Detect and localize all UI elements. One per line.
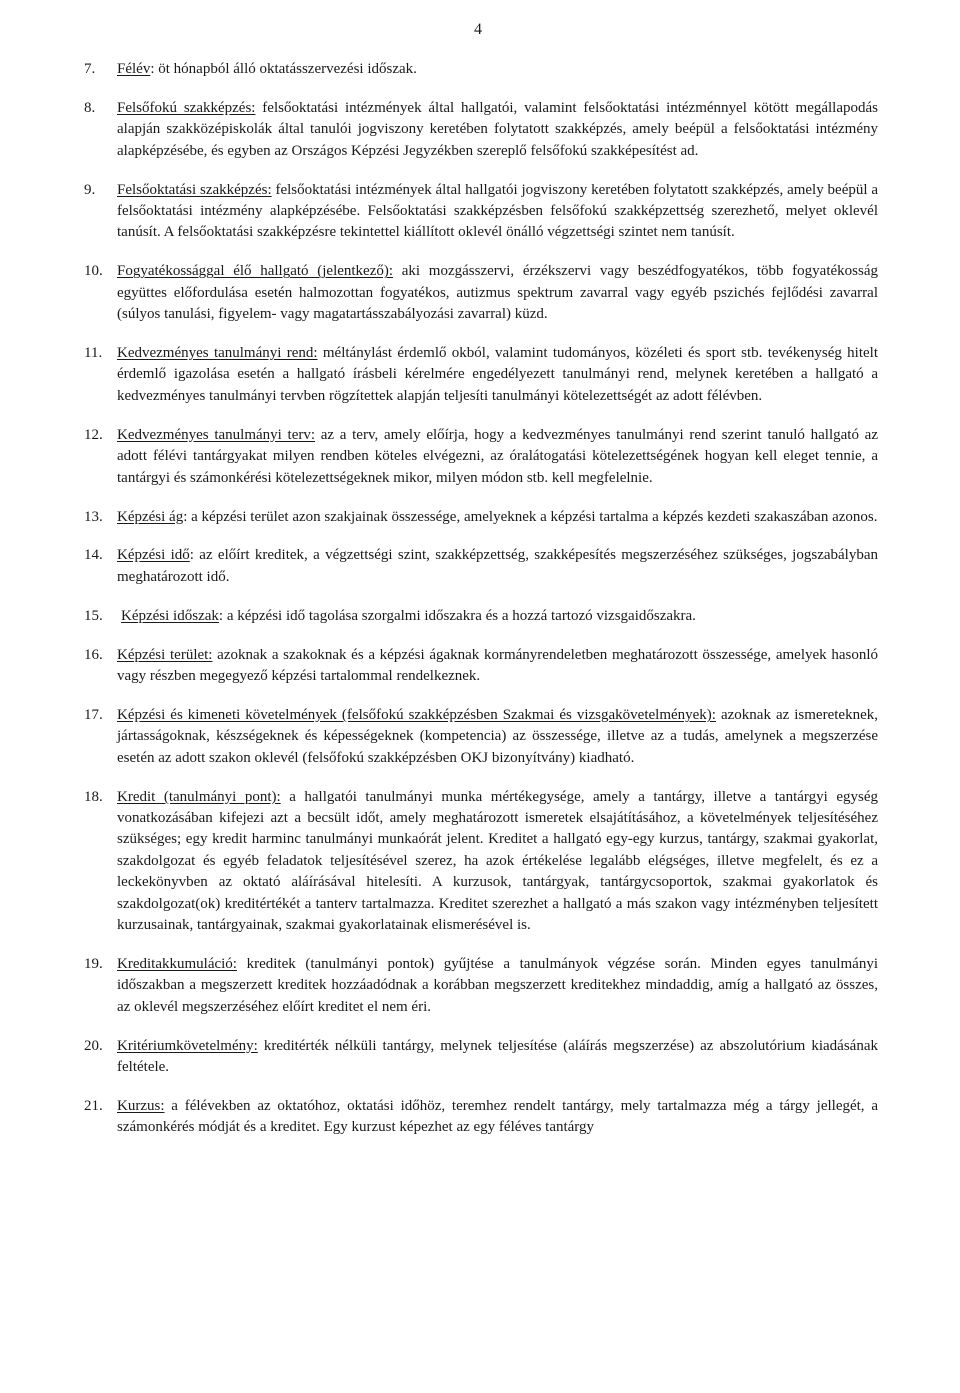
definition-item: [84, 1096, 878, 1139]
definition-number: 21.: [84, 1098, 103, 1115]
definition-item: [84, 954, 878, 1018]
definition-item: [84, 705, 878, 769]
definition-number: 20.: [84, 1037, 103, 1054]
definition-text: kreditek (tanulmányi pontok) gyűjtése a tanulmányok végzése során. Minden egyes tanulmányi időszakban a megszerzett kreditek hozzáadódnak a korábban megszerzett kreditekhez mindaddig, amíg a hallgató az összes, az oklevél megszerzéséhez előírt kreditet el nem éri.: [117, 956, 878, 1015]
definition-number: 7.: [84, 61, 96, 77]
definition-item: [84, 606, 878, 627]
definition-text: az a terv, amely előírja, hogy a kedvezményes tanulmányi rend szerint tanuló hallgató az adott félévi tantárgyakat milyen rendben köteles elvégezni, az óralátogatási kötelezettségének hogyan kell eleget tennie, a tantárgyi és számonkérési kötelezettségeknek mikor, milyen módon stb. kell megfelelnie.: [117, 426, 878, 486]
definition-text: öt hónapból álló oktatásszervezési időszak.: [154, 61, 417, 77]
definition-separator: :: [218, 607, 224, 624]
definition-term: Kedvezményes tanulmányi terv:: [117, 426, 316, 443]
definition-term: Képzési terület:: [117, 646, 213, 663]
definition-text: felsőoktatási intézmények által hallgatói, valamint felsőoktatási intézménnyel kötött megállapodás alapján szakközépiskolák által tanulói jogviszony keretében folytatott szakképzés, amely beépül a felsőoktatási intézmény alapképzésébe, és egyben az Országos Képzési Jegyzékben szereplő felsőfokú szakképesítést ad.: [117, 99, 878, 159]
definition-text: az előírt kreditek, a végzettségi szint, szakképzettség, szakképesítés megszerzéséhez szükséges, jogszabályban meghatározott idő.: [117, 547, 878, 585]
definition-number: 8.: [84, 99, 96, 116]
definition-item: [84, 343, 878, 407]
definition-number: 9.: [84, 181, 96, 198]
definition-text: kreditérték nélküli tantárgy, melynek teljesítése (aláírás megszerzése) az abszolutórium kiadásának feltétele.: [117, 1037, 878, 1076]
definition-text: a képzési idő tagolása szorgalmi időszakra és a hozzá tartozó vizsgaidőszakra.: [223, 607, 696, 624]
definition-term: Kurzus:: [117, 1098, 165, 1115]
definition-item: [84, 180, 878, 244]
definition-separator: :: [183, 508, 188, 525]
definition-item: [84, 98, 878, 162]
definition-term: Képzési időszak: [121, 607, 219, 624]
definition-text: a hallgatói tanulmányi munka mértékegysége, amely a tantárgy, illetve a tantárgyi egység vonatkozásában kifejezi azt a becsült időt, amely meghatározott ismeretek elsajátításához, a követelmények teljesítéséhez szükséges; egy kredit harminc tanulmányi munkaórát jelent. Kreditet a hallgató egy-egy kurzus, tantárgy, szakmai gyakorlat, szakdolgozat és egyéb feladatok teljesítésével szerez, ha azok értékelése legalább elégséges, illetve megfelelt, és ez a leckekönyvben az oktató aláírásával hitelesíti. A kurzusok, tantárgyak, tantárgycsoportok, szakmai gyakorlatok és szakdolgozat(ok) kreditértékét a tanterv tartalmazza. Kreditet szerezhet a hallgató a más szakon vagy intézményben teljesített kurzusainak, tantárgyainak, szakmai gyakorlatainak elismerésével is.: [117, 788, 878, 934]
definition-term: Képzési ág: [117, 508, 184, 525]
definition-text: azoknak a szakoknak és a képzési ágaknak kormányrendeletben meghatározott összessége, amelyek hasonló vagy részben megegyező képzési tartalommal rendelkeznek.: [117, 646, 879, 685]
definition-number: 11.: [84, 345, 103, 362]
definition-list: [84, 59, 878, 1156]
definition-item: [84, 261, 878, 325]
definition-item: [84, 1036, 878, 1079]
definition-item: [84, 507, 878, 528]
definition-term: Félév: [117, 61, 151, 77]
definition-text: azoknak az ismereteknek, jártasságoknak, készségeknek és képességeknek (kompetencia) az összessége, illetve az a tudás, amelynek a megszerzése esetén az adott szakon oklevél (felsőfokú szakképzésben OKJ bizonyítvány) kiadható.: [117, 706, 878, 766]
definition-term: Kreditakkumuláció:: [117, 956, 237, 972]
definition-term: Képzési és kimeneti követelmények (felsőfokú szakképzésben Szakmai és vizsgakövetelmények):: [117, 706, 716, 723]
definition-text: aki mozgásszervi, érzékszervi vagy beszédfogyatékos, több fogyatékosság együttes előfordulása esetén halmozottan fogyatékos, autizmus spektrum zavarral vagy egyéb pszichés fejlődési zavarral (súlyos tanulási, figyelem- vagy magatartásszabályozási zavarral) küzd.: [117, 263, 878, 323]
definition-term: Kritériumkövetelmény:: [117, 1037, 258, 1054]
definition-number: 12.: [84, 426, 103, 443]
definition-item: [84, 645, 878, 688]
definition-term: Kedvezményes tanulmányi rend:: [117, 345, 318, 362]
definition-number: 15.: [84, 607, 103, 624]
definition-separator: :: [189, 547, 194, 564]
definition-item: [84, 545, 878, 588]
definition-text: a képzési terület azon szakjainak összessége, amelyeknek a képzési tartalma a képzés kezdeti szakaszában azonos.: [187, 508, 878, 525]
definition-number: 18.: [84, 788, 103, 805]
definition-term: Képzési idő: [117, 547, 190, 564]
definition-number: 17.: [84, 706, 103, 723]
definition-number: 10.: [84, 263, 103, 280]
definition-text: méltánylást érdemlő okból, valamint tudományos, közéleti és sport stb. tevékenység hitelt érdemlő igazolása esetén a hallgató írásbeli kérelmére engedélyezett tanulmányi rend, melynek keretében a hallgató a kedvezményes tanulmányi tervben rögzítettek alapján teljesíti tanulmányi kötelezettségét az adott félévben.: [117, 345, 878, 404]
definition-item: [84, 787, 878, 937]
definition-term: Kredit (tanulmányi pont):: [117, 788, 281, 805]
definition-term: Felsőoktatási szakképzés:: [117, 181, 272, 198]
definition-term: Fogyatékossággal élő hallgató (jelentkező):: [117, 263, 394, 280]
definition-text: a félévekben az oktatóhoz, oktatási időhöz, teremhez rendelt tantárgy, mely tartalmazza még a tárgy jellegét, a számonkérés módját és a kreditet. Egy kurzust képezhet az egy féléves tantárgy: [117, 1098, 878, 1136]
definition-item: [84, 59, 878, 80]
definition-number: 14.: [84, 547, 103, 564]
definition-number: 13.: [84, 508, 103, 525]
definition-number: 16.: [84, 646, 103, 663]
definition-item: [84, 425, 878, 489]
definition-separator: :: [150, 61, 155, 77]
definition-term: Felsőfokú szakképzés:: [117, 99, 256, 116]
definition-number: 19.: [84, 956, 103, 972]
definition-text: felsőoktatási intézmények által hallgatói jogviszony keretében folytatott szakképzés, amely beépül a felsőoktatási intézmény alapképzésébe. Felsőoktatási szakképzésben felsőfokú szakképzettség szerezhető, melyet oklevél tanúsít. A felsőoktatási szakképzésre tekintettel kiállított oklevél önálló végzettségi szintet nem tanúsít.: [117, 181, 879, 241]
page-number: 4: [474, 21, 482, 38]
